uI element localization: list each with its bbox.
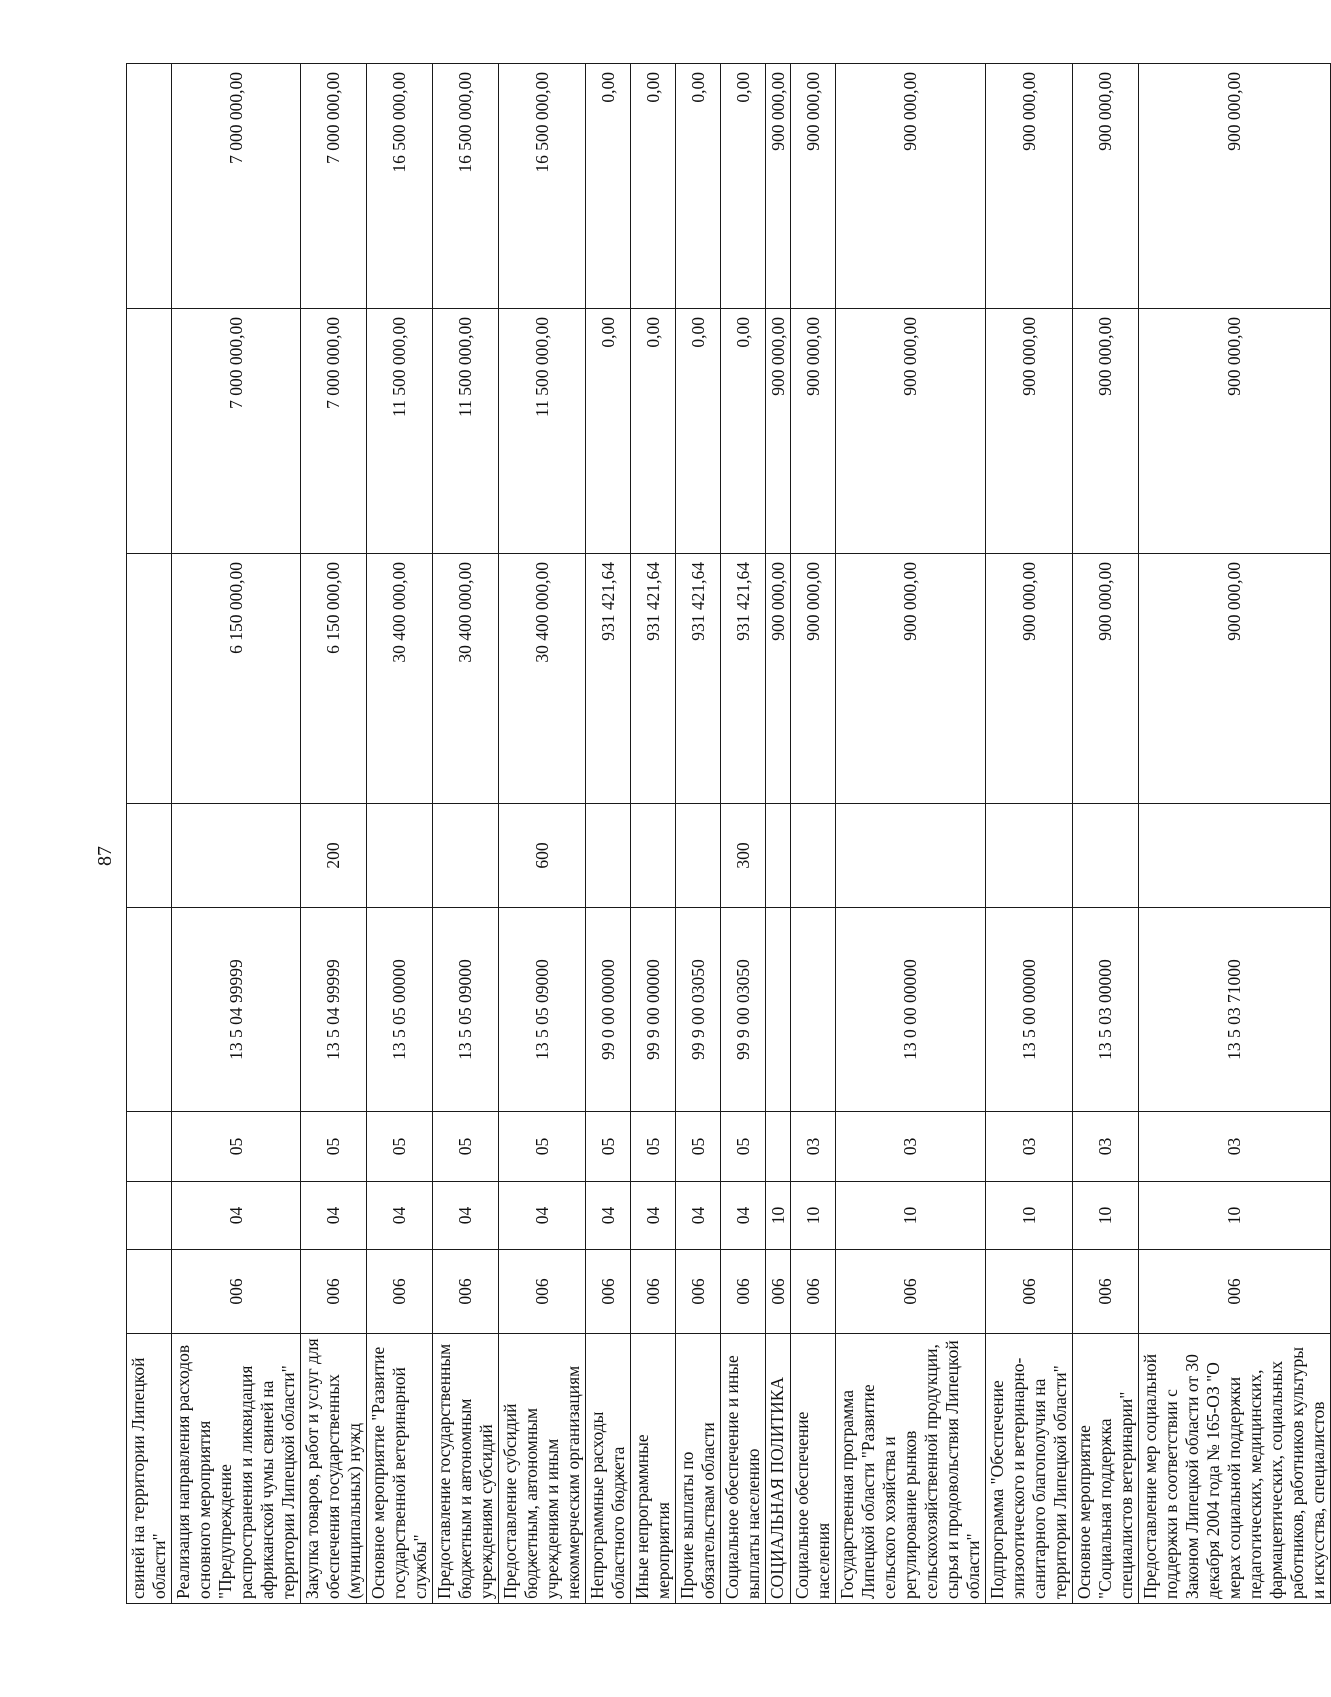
ministry-code-cell: 006 bbox=[433, 1250, 499, 1334]
amount-year3-cell: 7 000 000,00 bbox=[301, 64, 367, 309]
amount-year2-cell: 0,00 bbox=[586, 309, 631, 554]
expense-type-cell bbox=[367, 804, 433, 908]
target-article-cell: 13 0 00 00000 bbox=[836, 908, 986, 1112]
row-name-cell: Государственная программа Липецкой области "Развитие сельского хозяйства и регулирование рынков сельскохозяйственной продукции, сырья и продовольствия Липецкой области" bbox=[836, 1334, 986, 1604]
ministry-code-cell: 006 bbox=[791, 1250, 836, 1334]
row-name-cell: Закупка товаров, работ и услуг для обеспечения государственных (муниципальных) нужд bbox=[301, 1334, 367, 1604]
rotated-table-area bbox=[126, 64, 1328, 1604]
target-article-cell: 13 5 04 99999 bbox=[172, 908, 301, 1112]
subsection-code-cell: 03 bbox=[836, 1112, 986, 1182]
ministry-code-cell: 006 bbox=[172, 1250, 301, 1334]
amount-year2-cell: 900 000,00 bbox=[791, 309, 836, 554]
ministry-code-cell: 006 bbox=[766, 1250, 791, 1334]
target-article-cell: 13 5 05 00000 bbox=[367, 908, 433, 1112]
target-article-cell: 99 9 00 03050 bbox=[721, 908, 766, 1112]
amount-year1-cell: 6 150 000,00 bbox=[172, 554, 301, 804]
target-article-cell: 13 5 05 09000 bbox=[433, 908, 499, 1112]
table-row bbox=[766, 64, 791, 1604]
amount-year3-cell: 0,00 bbox=[631, 64, 676, 309]
expense-type-cell bbox=[791, 804, 836, 908]
section-code-cell: 04 bbox=[676, 1182, 721, 1250]
expense-type-cell bbox=[586, 804, 631, 908]
amount-year2-cell: 7 000 000,00 bbox=[172, 309, 301, 554]
amount-year2-cell: 0,00 bbox=[631, 309, 676, 554]
table-row bbox=[631, 64, 676, 1604]
target-article-cell bbox=[766, 908, 791, 1112]
expense-type-cell bbox=[172, 804, 301, 908]
amount-year2-cell: 11 500 000,00 bbox=[499, 309, 586, 554]
target-article-cell: 99 9 00 03050 bbox=[676, 908, 721, 1112]
section-code-cell: 04 bbox=[631, 1182, 676, 1250]
amount-year3-cell: 0,00 bbox=[721, 64, 766, 309]
table-row bbox=[433, 64, 499, 1604]
expense-type-cell bbox=[433, 804, 499, 908]
subsection-code-cell: 05 bbox=[721, 1112, 766, 1182]
table-row bbox=[986, 64, 1073, 1604]
ministry-code-cell: 006 bbox=[836, 1250, 986, 1334]
row-name-cell: Предоставление мер социальной поддержки в соответствии с Законом Липецкой области от 30 декабря 2004 года № 165-ОЗ "О мерах социальной поддержки педагогических, медицинских, фармацевтических, социальных работников, работников культуры и искусства, специалистов bbox=[1139, 1334, 1331, 1604]
amount-year3-cell: 0,00 bbox=[676, 64, 721, 309]
row-name-cell: Иные непрограммные мероприятия bbox=[631, 1334, 676, 1604]
amount-year1-cell: 6 150 000,00 bbox=[301, 554, 367, 804]
section-code-cell: 10 bbox=[766, 1182, 791, 1250]
subsection-code-cell: 05 bbox=[433, 1112, 499, 1182]
target-article-cell: 13 5 04 99999 bbox=[301, 908, 367, 1112]
ministry-code-cell: 006 bbox=[1139, 1250, 1331, 1334]
expense-type-cell bbox=[766, 804, 791, 908]
subsection-code-cell: 03 bbox=[791, 1112, 836, 1182]
amount-year2-cell bbox=[127, 309, 172, 554]
ministry-code-cell: 006 bbox=[367, 1250, 433, 1334]
subsection-code-cell bbox=[766, 1112, 791, 1182]
amount-year1-cell bbox=[127, 554, 172, 804]
row-name-cell: Предоставление субсидий бюджетным, автономным учреждениям и иным некоммерческим организациям bbox=[499, 1334, 586, 1604]
section-code-cell: 04 bbox=[367, 1182, 433, 1250]
subsection-code-cell: 05 bbox=[676, 1112, 721, 1182]
subsection-code-cell: 03 bbox=[986, 1112, 1073, 1182]
section-code-cell: 04 bbox=[433, 1182, 499, 1250]
subsection-code-cell: 05 bbox=[499, 1112, 586, 1182]
table-row bbox=[499, 64, 586, 1604]
target-article-cell bbox=[791, 908, 836, 1112]
section-code-cell: 04 bbox=[301, 1182, 367, 1250]
expense-type-cell bbox=[631, 804, 676, 908]
amount-year1-cell: 900 000,00 bbox=[1139, 554, 1331, 804]
expense-type-cell bbox=[836, 804, 986, 908]
subsection-code-cell: 05 bbox=[172, 1112, 301, 1182]
amount-year3-cell: 16 500 000,00 bbox=[433, 64, 499, 309]
ministry-code-cell: 006 bbox=[676, 1250, 721, 1334]
table-row bbox=[1073, 64, 1139, 1604]
section-code-cell: 10 bbox=[986, 1182, 1073, 1250]
table-row bbox=[836, 64, 986, 1604]
amount-year2-cell: 900 000,00 bbox=[1073, 309, 1139, 554]
ministry-code-cell: 006 bbox=[301, 1250, 367, 1334]
amount-year3-cell: 900 000,00 bbox=[766, 64, 791, 309]
subsection-code-cell: 05 bbox=[586, 1112, 631, 1182]
subsection-code-cell: 03 bbox=[1073, 1112, 1139, 1182]
row-name-cell: Социальное обеспечение населения bbox=[791, 1334, 836, 1604]
ministry-code-cell: 006 bbox=[721, 1250, 766, 1334]
amount-year1-cell: 931 421,64 bbox=[631, 554, 676, 804]
amount-year3-cell: 900 000,00 bbox=[986, 64, 1073, 309]
amount-year1-cell: 30 400 000,00 bbox=[499, 554, 586, 804]
expense-type-cell bbox=[676, 804, 721, 908]
expense-type-cell bbox=[1073, 804, 1139, 908]
subsection-code-cell: 05 bbox=[301, 1112, 367, 1182]
subsection-code-cell bbox=[127, 1112, 172, 1182]
table-row bbox=[791, 64, 836, 1604]
amount-year3-cell: 0,00 bbox=[586, 64, 631, 309]
table-row bbox=[301, 64, 367, 1604]
ministry-code-cell: 006 bbox=[1073, 1250, 1139, 1334]
row-name-cell: Прочие выплаты по обязательствам области bbox=[676, 1334, 721, 1604]
amount-year3-cell: 900 000,00 bbox=[836, 64, 986, 309]
ministry-code-cell: 006 bbox=[586, 1250, 631, 1334]
expense-type-cell: 300 bbox=[721, 804, 766, 908]
table-row bbox=[1139, 64, 1331, 1604]
amount-year3-cell bbox=[127, 64, 172, 309]
table-row bbox=[586, 64, 631, 1604]
subsection-code-cell: 05 bbox=[367, 1112, 433, 1182]
amount-year2-cell: 0,00 bbox=[721, 309, 766, 554]
target-article-cell: 99 9 00 00000 bbox=[631, 908, 676, 1112]
amount-year2-cell: 11 500 000,00 bbox=[433, 309, 499, 554]
amount-year3-cell: 900 000,00 bbox=[791, 64, 836, 309]
target-article-cell: 13 5 03 00000 bbox=[1073, 908, 1139, 1112]
expense-type-cell: 200 bbox=[301, 804, 367, 908]
ministry-code-cell bbox=[127, 1250, 172, 1334]
budget-table bbox=[126, 63, 1331, 1604]
row-name-cell: Предоставление государственным бюджетным и автономным учреждениям субсидий bbox=[433, 1334, 499, 1604]
ministry-code-cell: 006 bbox=[631, 1250, 676, 1334]
amount-year1-cell: 900 000,00 bbox=[986, 554, 1073, 804]
amount-year3-cell: 16 500 000,00 bbox=[367, 64, 433, 309]
expense-type-cell bbox=[1139, 804, 1331, 908]
expense-type-cell bbox=[986, 804, 1073, 908]
amount-year1-cell: 900 000,00 bbox=[791, 554, 836, 804]
target-article-cell: 99 0 00 00000 bbox=[586, 908, 631, 1112]
ministry-code-cell: 006 bbox=[986, 1250, 1073, 1334]
section-code-cell: 04 bbox=[586, 1182, 631, 1250]
section-code-cell: 10 bbox=[836, 1182, 986, 1250]
page-number: 87 bbox=[94, 846, 116, 866]
row-name-cell: Непрограммные расходы областного бюджета bbox=[586, 1334, 631, 1604]
section-code-cell: 04 bbox=[172, 1182, 301, 1250]
amount-year1-cell: 931 421,64 bbox=[676, 554, 721, 804]
amount-year2-cell: 900 000,00 bbox=[836, 309, 986, 554]
amount-year1-cell: 900 000,00 bbox=[766, 554, 791, 804]
amount-year1-cell: 931 421,64 bbox=[586, 554, 631, 804]
section-code-cell: 10 bbox=[1139, 1182, 1331, 1250]
section-code-cell: 10 bbox=[1073, 1182, 1139, 1250]
amount-year2-cell: 900 000,00 bbox=[766, 309, 791, 554]
target-article-cell bbox=[127, 908, 172, 1112]
row-name-cell: свиней на территории Липецкой области" bbox=[127, 1334, 172, 1604]
target-article-cell: 13 5 05 09000 bbox=[499, 908, 586, 1112]
amount-year2-cell: 0,00 bbox=[676, 309, 721, 554]
target-article-cell: 13 5 00 00000 bbox=[986, 908, 1073, 1112]
subsection-code-cell: 05 bbox=[631, 1112, 676, 1182]
amount-year1-cell: 30 400 000,00 bbox=[367, 554, 433, 804]
amount-year3-cell: 16 500 000,00 bbox=[499, 64, 586, 309]
section-code-cell: 04 bbox=[721, 1182, 766, 1250]
table-row bbox=[367, 64, 433, 1604]
amount-year3-cell: 900 000,00 bbox=[1073, 64, 1139, 309]
expense-type-cell bbox=[127, 804, 172, 908]
table-row bbox=[721, 64, 766, 1604]
table-row bbox=[676, 64, 721, 1604]
amount-year1-cell: 900 000,00 bbox=[1073, 554, 1139, 804]
table-row bbox=[172, 64, 301, 1604]
row-name-cell: Основное мероприятие "Развитие государственной ветеринарной службы" bbox=[367, 1334, 433, 1604]
amount-year1-cell: 931 421,64 bbox=[721, 554, 766, 804]
target-article-cell: 13 5 03 71000 bbox=[1139, 908, 1331, 1112]
row-name-cell: Реализация направления расходов основного мероприятия "Предупреждение распространения и ликвидация африканской чумы свиней на территории Липецкой области" bbox=[172, 1334, 301, 1604]
section-code-cell bbox=[127, 1182, 172, 1250]
amount-year2-cell: 11 500 000,00 bbox=[367, 309, 433, 554]
table-row bbox=[127, 64, 172, 1604]
amount-year3-cell: 7 000 000,00 bbox=[172, 64, 301, 309]
amount-year1-cell: 30 400 000,00 bbox=[433, 554, 499, 804]
amount-year2-cell: 7 000 000,00 bbox=[301, 309, 367, 554]
subsection-code-cell: 03 bbox=[1139, 1112, 1331, 1182]
section-code-cell: 10 bbox=[791, 1182, 836, 1250]
amount-year2-cell: 900 000,00 bbox=[986, 309, 1073, 554]
expense-type-cell: 600 bbox=[499, 804, 586, 908]
ministry-code-cell: 006 bbox=[499, 1250, 586, 1334]
row-name-cell: Основное мероприятие "Социальная поддержка специалистов ветеринарии" bbox=[1073, 1334, 1139, 1604]
row-name-cell: СОЦИАЛЬНАЯ ПОЛИТИКА bbox=[766, 1334, 791, 1604]
section-code-cell: 04 bbox=[499, 1182, 586, 1250]
amount-year1-cell: 900 000,00 bbox=[836, 554, 986, 804]
amount-year3-cell: 900 000,00 bbox=[1139, 64, 1331, 309]
amount-year2-cell: 900 000,00 bbox=[1139, 309, 1331, 554]
row-name-cell: Подпрограмма "Обеспечение эпизоотического и ветеринарно-санитарного благополучия на территории Липецкой области" bbox=[986, 1334, 1073, 1604]
row-name-cell: Социальное обеспечение и иные выплаты населению bbox=[721, 1334, 766, 1604]
